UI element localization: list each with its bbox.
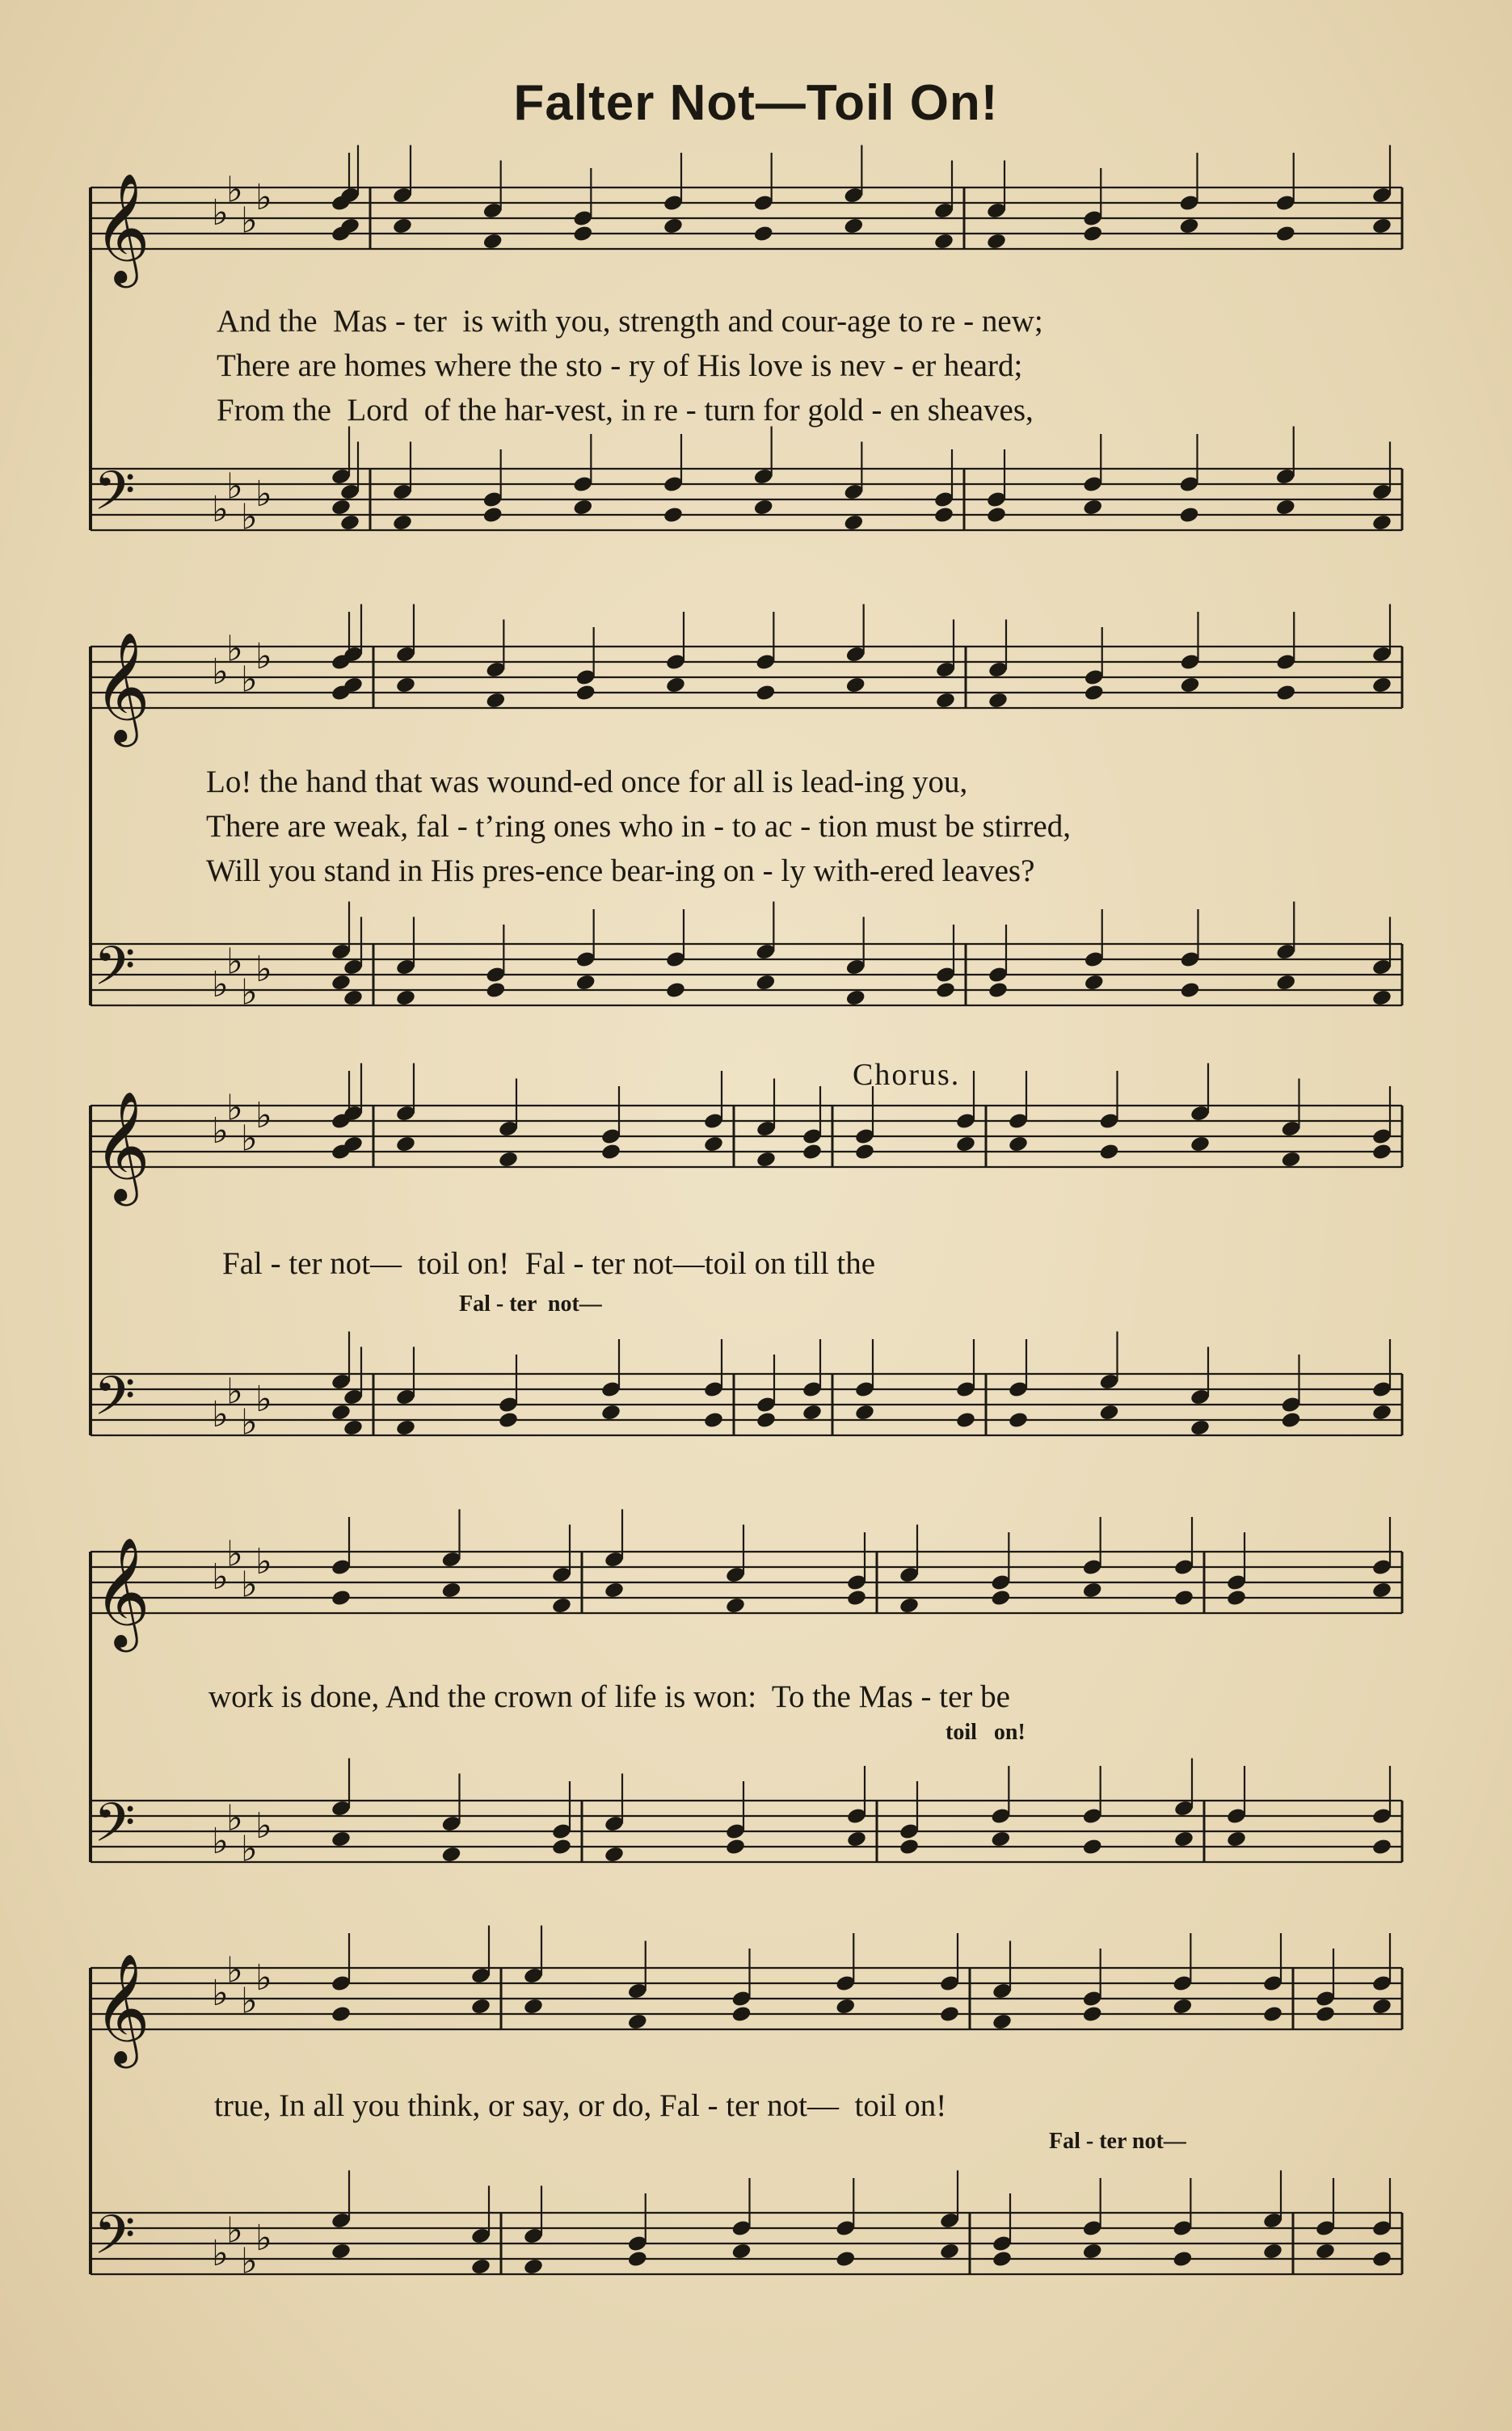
- note-head: [551, 1838, 572, 1856]
- system-3-lyrics: Fal - ter not— toil on! Fal - ter not—toil on till the: [222, 1246, 876, 1281]
- note-head: [899, 1838, 920, 1856]
- note-head: [600, 1403, 621, 1422]
- note-head: [753, 225, 774, 243]
- note-head: [835, 2250, 856, 2269]
- note-head: [845, 676, 866, 694]
- flat-icon: ♭: [212, 489, 229, 530]
- note-head: [1172, 1997, 1193, 2016]
- treble-clef-icon: 𝄞: [94, 1089, 150, 1201]
- note-head: [482, 232, 503, 251]
- hymn-title: Falter Not—Toil On!: [513, 75, 999, 131]
- flat-icon: ♭: [255, 177, 272, 218]
- note-head: [331, 2242, 352, 2260]
- note-head: [955, 1411, 976, 1430]
- note-head: [1173, 1589, 1194, 1607]
- note-head: [1190, 1135, 1211, 1153]
- note-head: [986, 506, 1007, 525]
- note-head: [802, 1143, 823, 1161]
- note-head: [523, 2257, 544, 2276]
- note-head: [1082, 1581, 1103, 1599]
- flat-icon: ♭: [255, 1957, 272, 1999]
- system-1-verse-1: And the Mas - ter is with you, strength and cour-age to re - new;: [217, 304, 1043, 339]
- system-2-verse-1: Lo! the hand that was wound-ed once for all is lead-ing you,: [206, 765, 968, 799]
- bass-clef-icon: 𝄢: [94, 1365, 136, 1440]
- note-head: [392, 513, 413, 532]
- note-head: [343, 988, 364, 1007]
- note-head: [1226, 1589, 1247, 1607]
- flat-icon: ♭: [241, 971, 258, 1013]
- note-head: [988, 691, 1009, 710]
- note-head: [725, 1596, 746, 1615]
- flat-icon: ♭: [226, 1949, 243, 1991]
- note-head: [331, 1589, 352, 1607]
- note-head: [470, 1997, 491, 2016]
- note-head: [1371, 1838, 1392, 1856]
- note-head: [1371, 1581, 1392, 1599]
- note-head: [753, 498, 774, 516]
- treble-clef-icon: 𝄞: [94, 1536, 150, 1647]
- treble-clef-icon: 𝄞: [94, 1952, 150, 2063]
- treble-clef-icon: 𝄞: [94, 630, 150, 742]
- note-head: [663, 506, 684, 525]
- flat-icon: ♭: [241, 2240, 258, 2282]
- note-head: [1275, 973, 1296, 992]
- note-head: [835, 1997, 856, 2016]
- flat-icon: ♭: [241, 1118, 258, 1160]
- note-head: [343, 1418, 364, 1437]
- note-head: [1275, 225, 1296, 243]
- flat-icon: ♭: [212, 1110, 229, 1152]
- chorus-label: Chorus.: [853, 1058, 961, 1092]
- note-head: [1262, 2005, 1283, 2024]
- note-head: [1098, 1403, 1119, 1422]
- note-head: [939, 2242, 960, 2260]
- flat-icon: ♭: [255, 949, 272, 990]
- note-head: [627, 2250, 648, 2269]
- note-head: [663, 217, 684, 235]
- note-head: [703, 1135, 724, 1153]
- flat-icon: ♭: [212, 1394, 229, 1435]
- system-1-verse-2: There are homes where the sto - ry of His love is nev - er heard;: [217, 348, 1023, 383]
- note-head: [470, 2257, 491, 2276]
- bass-clef-icon: 𝄢: [94, 1792, 136, 1867]
- note-head: [1178, 506, 1199, 525]
- note-head: [756, 1411, 777, 1430]
- note-head: [990, 1830, 1011, 1848]
- note-head: [395, 988, 416, 1007]
- note-head: [933, 506, 954, 525]
- system-1-verse-3: From the Lord of the har-vest, in re - turn for gold - en sheaves,: [217, 393, 1034, 428]
- note-head: [1315, 2005, 1336, 2024]
- note-head: [604, 1581, 625, 1599]
- note-head: [665, 676, 686, 694]
- note-head: [731, 2005, 752, 2024]
- note-head: [604, 1845, 625, 1864]
- note-head: [395, 1135, 416, 1153]
- note-head: [1315, 2242, 1336, 2260]
- flat-icon: ♭: [255, 636, 272, 677]
- note-head: [986, 232, 1007, 251]
- note-head: [1371, 988, 1392, 1007]
- note-head: [1082, 2005, 1103, 2024]
- note-head: [1178, 217, 1199, 235]
- bass-clef-icon: 𝄢: [94, 460, 136, 535]
- note-head: [755, 973, 776, 992]
- note-head: [575, 973, 596, 992]
- note-head: [1371, 1143, 1392, 1161]
- note-head: [331, 498, 352, 516]
- note-head: [939, 2005, 960, 2024]
- note-head: [992, 2250, 1013, 2269]
- bass-clef-icon: 𝄢: [94, 935, 136, 1010]
- flat-icon: ♭: [212, 651, 229, 693]
- flat-icon: ♭: [241, 1401, 258, 1443]
- flat-icon: ♭: [226, 628, 243, 670]
- note-head: [1172, 2250, 1193, 2269]
- note-head: [1008, 1411, 1029, 1430]
- note-head: [1082, 1838, 1103, 1856]
- flat-icon: ♭: [241, 496, 258, 538]
- note-head: [331, 2005, 352, 2024]
- note-head: [485, 981, 506, 1000]
- note-head: [935, 981, 956, 1000]
- note-head: [1262, 2242, 1283, 2260]
- note-head: [899, 1596, 920, 1615]
- note-head: [802, 1403, 823, 1422]
- note-head: [665, 981, 686, 1000]
- note-head: [1371, 217, 1392, 235]
- flat-icon: ♭: [226, 1087, 243, 1129]
- flat-icon: ♭: [241, 1564, 258, 1606]
- note-head: [627, 2012, 648, 2031]
- bass-clef-icon: 𝄢: [94, 2204, 136, 2279]
- system-4-echo: toil on!: [946, 1720, 1026, 1745]
- note-head: [331, 1403, 352, 1422]
- flat-icon: ♭: [241, 200, 258, 242]
- note-head: [523, 1997, 544, 2016]
- note-head: [339, 513, 360, 532]
- note-head: [551, 1596, 572, 1615]
- note-head: [440, 1845, 461, 1864]
- flat-icon: ♭: [212, 2233, 229, 2274]
- note-head: [1275, 684, 1296, 702]
- note-head: [990, 1589, 1011, 1607]
- flat-icon: ♭: [212, 1557, 229, 1598]
- flat-icon: ♭: [241, 1980, 258, 2022]
- note-head: [331, 973, 352, 992]
- note-head: [1280, 1150, 1301, 1169]
- flat-icon: ♭: [255, 1379, 272, 1420]
- note-head: [1179, 981, 1200, 1000]
- flat-icon: ♭: [241, 659, 258, 701]
- note-head: [1082, 498, 1103, 516]
- note-head: [992, 2012, 1013, 2031]
- flat-icon: ♭: [212, 1821, 229, 1862]
- note-head: [988, 981, 1009, 1000]
- note-head: [600, 1143, 621, 1161]
- note-head: [955, 1135, 976, 1153]
- note-head: [1371, 2250, 1392, 2269]
- note-head: [1371, 1997, 1392, 2016]
- note-head: [1008, 1135, 1029, 1153]
- note-head: [1371, 676, 1392, 694]
- note-head: [498, 1150, 519, 1169]
- note-head: [843, 217, 864, 235]
- flat-icon: ♭: [255, 2218, 272, 2259]
- flat-icon: ♭: [255, 1805, 272, 1847]
- system-3-echo: Fal - ter not—: [459, 1291, 602, 1317]
- note-head: [572, 225, 593, 243]
- note-head: [935, 691, 956, 710]
- system-2-verse-2: There are weak, fal - t’ring ones who in - to ac - tion must be stirred,: [206, 809, 1071, 844]
- note-head: [1098, 1143, 1119, 1161]
- note-head: [572, 498, 593, 516]
- note-head: [482, 506, 503, 525]
- note-head: [1179, 676, 1200, 694]
- note-head: [933, 232, 954, 251]
- flat-icon: ♭: [226, 941, 243, 983]
- note-head: [1275, 498, 1296, 516]
- flat-icon: ♭: [255, 1541, 272, 1582]
- note-head: [1084, 973, 1105, 992]
- flat-icon: ♭: [241, 1828, 258, 1870]
- flat-icon: ♭: [226, 2210, 243, 2252]
- flat-icon: ♭: [226, 169, 243, 211]
- system-2-verse-3: Will you stand in His pres-ence bear-ing on - ly with-ered leaves?: [206, 853, 1035, 888]
- note-head: [843, 513, 864, 532]
- note-head: [485, 691, 506, 710]
- note-head: [575, 684, 596, 702]
- flat-icon: ♭: [226, 466, 243, 508]
- flat-icon: ♭: [212, 192, 229, 234]
- note-head: [725, 1838, 746, 1856]
- flat-icon: ♭: [212, 964, 229, 1005]
- note-head: [1280, 1411, 1301, 1430]
- note-head: [1173, 1830, 1194, 1848]
- note-head: [731, 2242, 752, 2260]
- note-head: [756, 1150, 777, 1169]
- note-head: [703, 1411, 724, 1430]
- note-head: [1190, 1418, 1211, 1437]
- note-head: [1371, 1403, 1392, 1422]
- note-head: [1084, 684, 1105, 702]
- note-head: [395, 676, 416, 694]
- note-head: [1371, 513, 1392, 532]
- flat-icon: ♭: [226, 1533, 243, 1575]
- note-head: [854, 1143, 875, 1161]
- note-head: [331, 1830, 352, 1848]
- note-head: [846, 1830, 867, 1848]
- note-head: [845, 988, 866, 1007]
- system-5-echo: Fal - ter not—: [1049, 2129, 1186, 2154]
- note-head: [1082, 225, 1103, 243]
- system-5-lyrics: true, In all you think, or say, or do, Fal - ter not— toil on!: [214, 2088, 947, 2123]
- system-4-lyrics: work is done, And the crown of life is won: To the Mas - ter be: [208, 1679, 1010, 1714]
- note-head: [1226, 1830, 1247, 1848]
- flat-icon: ♭: [226, 1797, 243, 1839]
- note-head: [846, 1589, 867, 1607]
- note-head: [755, 684, 776, 702]
- note-head: [395, 1418, 416, 1437]
- flat-icon: ♭: [226, 1371, 243, 1413]
- note-head: [1082, 2242, 1103, 2260]
- note-head: [392, 217, 413, 235]
- flat-icon: ♭: [255, 474, 272, 515]
- treble-clef-icon: 𝄞: [94, 171, 150, 283]
- note-head: [854, 1403, 875, 1422]
- flat-icon: ♭: [255, 1095, 272, 1136]
- note-head: [498, 1411, 519, 1430]
- note-head: [440, 1581, 461, 1599]
- flat-icon: ♭: [212, 1973, 229, 2014]
